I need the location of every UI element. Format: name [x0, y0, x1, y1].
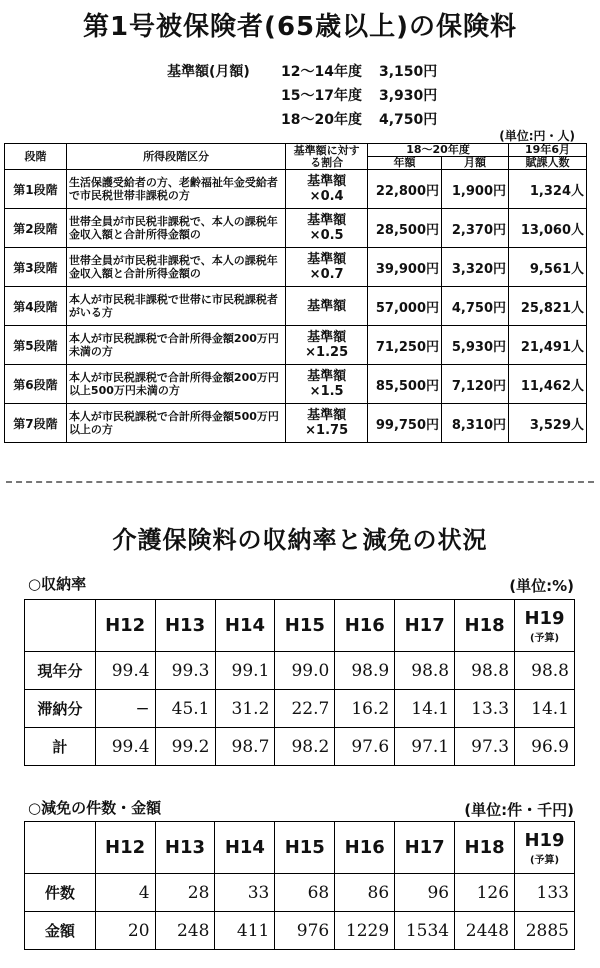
- value-cell: −: [95, 690, 155, 728]
- monthly-cell: 5,930円: [442, 326, 509, 365]
- ratio-cell: [286, 248, 368, 287]
- level-cell: 第2段階: [5, 209, 67, 248]
- collection-table: [24, 599, 575, 766]
- base-rate-label: 基準額(月額): [167, 64, 250, 80]
- row-label: 金額: [25, 912, 96, 950]
- annual-cell: 71,250円: [368, 326, 442, 365]
- page-title: 第1号被保険者(65歳以上)の保険料: [82, 12, 518, 42]
- annual-cell: 85,500円: [368, 365, 442, 404]
- table-row: [25, 728, 575, 766]
- ratio-cell: [286, 404, 368, 443]
- year-header: H12: [95, 822, 155, 874]
- desc-cell: 生活保護受給者の方、老齢福祉年金受給者で市民税世帯非課税の方: [66, 170, 285, 209]
- count-cell: 25,821人: [509, 287, 587, 326]
- header-monthly: 月額: [442, 157, 509, 170]
- header-count-bottom: 賦課人数: [509, 157, 587, 170]
- value-cell: 98.2: [275, 728, 335, 766]
- budget-note: (予算): [529, 854, 560, 866]
- section-divider: [6, 481, 594, 483]
- year-header: H12: [95, 600, 155, 652]
- count-cell: 13,060人: [509, 209, 587, 248]
- table-row: [5, 326, 587, 365]
- ratio-base: 基準額: [307, 408, 347, 423]
- ratio-base: 基準額: [307, 298, 347, 314]
- table-row: [25, 912, 575, 950]
- row-label: 計: [25, 728, 96, 766]
- annual-cell: 39,900円: [368, 248, 442, 287]
- value-cell: 1534: [395, 912, 455, 950]
- year-label: H19: [524, 607, 565, 629]
- reduction-unit: (単位:件・千円): [464, 801, 574, 819]
- year-header: H15: [275, 600, 335, 652]
- collection-unit: (単位:%): [509, 577, 574, 595]
- value-cell: 248: [155, 912, 215, 950]
- value-cell: 99.0: [275, 652, 335, 690]
- corner-cell: [25, 822, 96, 874]
- value-cell: 13.3: [455, 690, 515, 728]
- monthly-cell: 4,750円: [442, 287, 509, 326]
- value-cell: 68: [275, 874, 335, 912]
- value-cell: 2885: [515, 912, 575, 950]
- count-cell: 21,491人: [509, 326, 587, 365]
- year-header: H16: [335, 600, 395, 652]
- table-row: [5, 209, 587, 248]
- desc-cell: 世帯全員が市民税非課税で、本人の課税年金収入額と合計所得金額の: [66, 248, 285, 287]
- level-cell: 第5段階: [5, 326, 67, 365]
- value-cell: 14.1: [395, 690, 455, 728]
- value-cell: 98.8: [455, 652, 515, 690]
- ratio-multiplier: ×0.7: [309, 267, 344, 282]
- ratio-multiplier: ×1.5: [309, 384, 344, 399]
- value-cell: 98.9: [335, 652, 395, 690]
- value-cell: 31.2: [215, 690, 275, 728]
- value-cell: 98.8: [395, 652, 455, 690]
- ratio-base: 基準額: [307, 252, 347, 267]
- year-header: H14: [215, 822, 275, 874]
- premium-table: [4, 143, 587, 443]
- value-cell: 133: [515, 874, 575, 912]
- header-annual: 年額: [368, 157, 442, 170]
- annual-cell: 57,000円: [368, 287, 442, 326]
- header-ratio: 基準額に対する割合: [286, 144, 368, 170]
- value-cell: 97.1: [395, 728, 455, 766]
- value-cell: 2448: [455, 912, 515, 950]
- ratio-base: 基準額: [307, 330, 347, 345]
- ratio-multiplier: ×1.75: [305, 423, 349, 438]
- value-cell: 28: [155, 874, 215, 912]
- value-cell: 99.3: [155, 652, 215, 690]
- header-period: 18〜20年度: [368, 144, 509, 157]
- level-cell: 第6段階: [5, 365, 67, 404]
- table-row: [25, 690, 575, 728]
- base-rate-amount: 4,750円: [379, 112, 438, 128]
- year-header: [515, 822, 575, 874]
- level-cell: 第4段階: [5, 287, 67, 326]
- year-header: H13: [155, 822, 215, 874]
- base-rate-period: 12〜14年度: [281, 64, 362, 80]
- desc-cell: 本人が市民税課税で合計所得金額200万円以上500万円未満の方: [66, 365, 285, 404]
- premium-table-unit: (単位:円・人): [499, 129, 575, 143]
- reduction-label: ○減免の件数・金額: [28, 799, 162, 817]
- table-row: [5, 170, 587, 209]
- collection-label: ○収納率: [28, 575, 87, 593]
- ratio-cell: [286, 170, 368, 209]
- section-title: 介護保険料の収納率と減免の状況: [112, 526, 488, 554]
- ratio-base: 基準額: [307, 369, 347, 384]
- ratio-multiplier: ×0.5: [309, 228, 344, 243]
- value-cell: 33: [215, 874, 275, 912]
- annual-cell: 28,500円: [368, 209, 442, 248]
- ratio-cell: [286, 326, 368, 365]
- row-label: 件数: [25, 874, 96, 912]
- ratio-cell: [286, 365, 368, 404]
- reduction-table: [24, 821, 575, 950]
- value-cell: 16.2: [335, 690, 395, 728]
- value-cell: 4: [95, 874, 155, 912]
- year-header: H17: [395, 600, 455, 652]
- level-cell: 第1段階: [5, 170, 67, 209]
- year-header: H18: [455, 822, 515, 874]
- year-header: H17: [395, 822, 455, 874]
- value-cell: 97.6: [335, 728, 395, 766]
- value-cell: 99.4: [95, 728, 155, 766]
- ratio-cell: [286, 287, 368, 326]
- monthly-cell: 1,900円: [442, 170, 509, 209]
- value-cell: 126: [455, 874, 515, 912]
- value-cell: 22.7: [275, 690, 335, 728]
- header-count-top: 19年6月: [509, 144, 587, 157]
- monthly-cell: 2,370円: [442, 209, 509, 248]
- header-level: 段階: [5, 144, 67, 170]
- ratio-multiplier: ×1.25: [305, 345, 349, 360]
- row-label: 滞納分: [25, 690, 96, 728]
- ratio-cell: [286, 209, 368, 248]
- annual-cell: 99,750円: [368, 404, 442, 443]
- count-cell: 3,529人: [509, 404, 587, 443]
- ratio-base: 基準額: [307, 213, 347, 228]
- table-row: [5, 287, 587, 326]
- value-cell: 98.8: [515, 652, 575, 690]
- table-row: [25, 652, 575, 690]
- table-row: [5, 404, 587, 443]
- value-cell: 99.2: [155, 728, 215, 766]
- value-cell: 98.7: [215, 728, 275, 766]
- value-cell: 976: [275, 912, 335, 950]
- year-header: H14: [215, 600, 275, 652]
- value-cell: 99.4: [95, 652, 155, 690]
- year-header: H18: [455, 600, 515, 652]
- value-cell: 14.1: [515, 690, 575, 728]
- value-cell: 1229: [335, 912, 395, 950]
- value-cell: 96.9: [515, 728, 575, 766]
- table-row: [25, 874, 575, 912]
- year-header: H16: [335, 822, 395, 874]
- base-rate-row: [281, 109, 437, 129]
- count-cell: 1,324人: [509, 170, 587, 209]
- desc-cell: 世帯全員が市民税非課税で、本人の課税年金収入額と合計所得金額の: [66, 209, 285, 248]
- base-rate-row: [281, 61, 437, 81]
- year-header: H15: [275, 822, 335, 874]
- corner-cell: [25, 600, 96, 652]
- value-cell: 99.1: [215, 652, 275, 690]
- desc-cell: 本人が市民税非課税で世帯に市民税課税者がいる方: [66, 287, 285, 326]
- annual-cell: 22,800円: [368, 170, 442, 209]
- year-label: H19: [524, 829, 565, 851]
- value-cell: 45.1: [155, 690, 215, 728]
- base-rate-amount: 3,930円: [379, 88, 438, 104]
- value-cell: 411: [215, 912, 275, 950]
- monthly-cell: 3,320円: [442, 248, 509, 287]
- header-category: 所得段階区分: [66, 144, 285, 170]
- base-rate-amount: 3,150円: [379, 64, 438, 80]
- ratio-base: 基準額: [307, 174, 347, 189]
- year-header: [515, 600, 575, 652]
- base-rate-period: 18〜20年度: [281, 112, 362, 128]
- monthly-cell: 7,120円: [442, 365, 509, 404]
- monthly-cell: 8,310円: [442, 404, 509, 443]
- year-header: H13: [155, 600, 215, 652]
- count-cell: 11,462人: [509, 365, 587, 404]
- desc-cell: 本人が市民税課税で合計所得金額200万円未満の方: [66, 326, 285, 365]
- ratio-multiplier: ×0.4: [309, 189, 344, 204]
- value-cell: 96: [395, 874, 455, 912]
- row-label: 現年分: [25, 652, 96, 690]
- table-row: [5, 365, 587, 404]
- count-cell: 9,561人: [509, 248, 587, 287]
- desc-cell: 本人が市民税課税で合計所得金額500万円以上の方: [66, 404, 285, 443]
- level-cell: 第3段階: [5, 248, 67, 287]
- value-cell: 97.3: [455, 728, 515, 766]
- budget-note: (予算): [529, 632, 560, 644]
- base-rate-row: [281, 85, 437, 105]
- value-cell: 20: [95, 912, 155, 950]
- value-cell: 86: [335, 874, 395, 912]
- base-rate-period: 15〜17年度: [281, 88, 362, 104]
- level-cell: 第7段階: [5, 404, 67, 443]
- table-row: [5, 248, 587, 287]
